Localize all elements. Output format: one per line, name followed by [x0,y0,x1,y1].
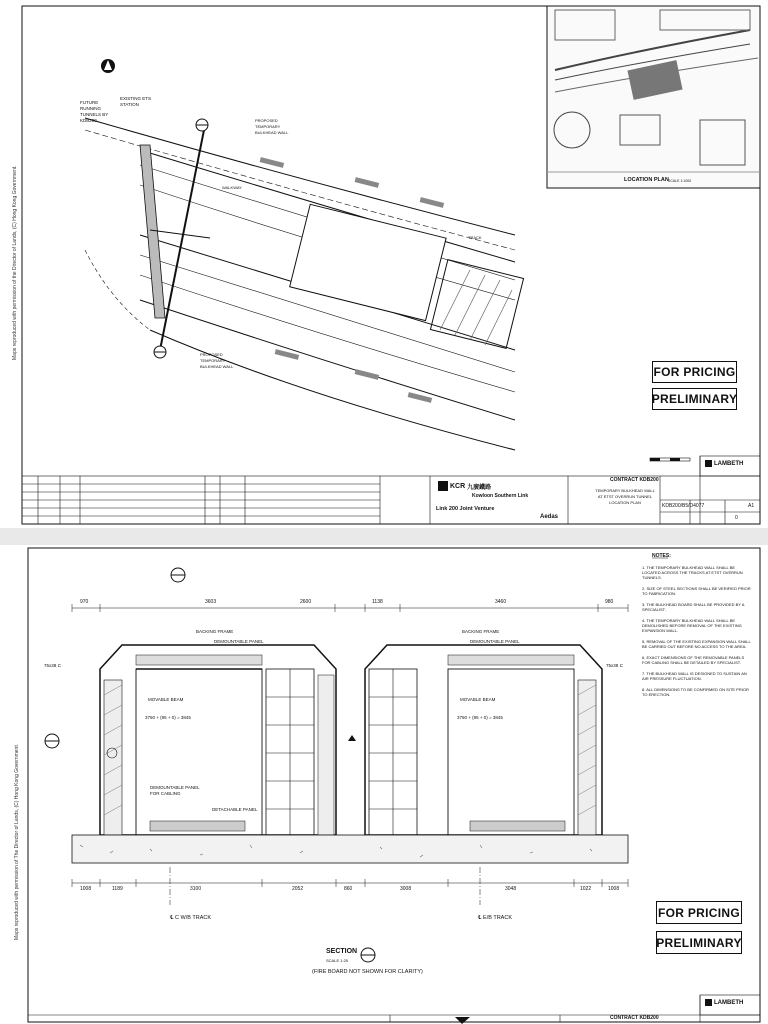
label-bulkhead-top: PROPOSED TEMPORARY BULKHEAD WALL [255,118,289,135]
note-item: 5. REMOVAL OF THE EXISTING EXPANSION WALL SHALL BE CARRIED OUT BEFORE NO ACCESS TO THE AREA. [642,639,751,649]
bulkhead-walls [140,125,210,350]
hatched-area [430,260,523,349]
copyright-note: Maps reproduced with permission of the Director of Lands, (C) Hong Kong Government. [12,165,18,360]
label-dim-left: 3750 + (95 + 0) = 3845 [145,715,191,720]
label-dim-right: 3750 + (95 + 0) = 3845 [457,715,503,720]
note-item: 2. SIZE OF STEEL SECTIONS SHALL BE VERIFIED PRIOR TO FABRICATION. [642,586,751,596]
dim-bottom: 1008 [80,886,92,892]
label-movable-beam-right: MOVABLE BEAM [460,697,496,702]
lambeth-logo-icon [705,460,712,467]
drawing-size: A1 [748,503,755,509]
dim-bottom: 3100 [190,886,202,892]
lambeth-logo: LAMBETH [705,460,743,467]
lambeth-logo-icon [705,999,712,1006]
label-member-left: 75x38 ⊏ [44,663,62,668]
section-title: SECTION [326,948,358,955]
arrow-icon [348,735,356,741]
drawing-number: KDB200/B5/D4077 [662,503,705,509]
stamp-for-pricing-2: FOR PRICING [656,901,742,924]
scale-bar [650,458,690,461]
label-track-right: ℄ E/B TRACK [478,915,512,921]
location-plan-inset [547,6,760,188]
label-removable-cabling: DEMOUNTABLE PANEL FOR CABLING [150,785,200,796]
note-item: 4. THE TEMPORARY BULKHEAD WALL SHALL BE DEMOLISHED BEFORE REMOVAL OF THE EXISTING EXPANSION WALL. [642,618,742,633]
page-gap [0,528,768,545]
note-item: 3. THE BULKHEAD BOARD SHALL BE PROVIDED BY A SPECIALIST. [642,602,745,612]
stamp-preliminary: PRELIMINARY [652,388,737,410]
contract-no: CONTRACT KDB200 [610,477,659,483]
label-walkway: WALKWAY [222,185,242,190]
label-movable-beam-left: MOVABLE BEAM [148,697,184,702]
label-track: TRACK [468,235,482,240]
drawing-title: TEMPORARY BULKHEAD WALL AT ETST OVERRUN TUNNEL LOCATION PLAN [595,488,655,505]
dim-top: 970 [80,599,89,605]
drawing-revision: 0 [735,515,738,521]
top-dimension-lines [72,604,628,612]
label-member-right: 75x38 ⊏ [606,663,624,668]
dim-top: 3460 [495,599,507,605]
stamp-for-pricing: FOR PRICING [652,361,737,383]
label-backing-frame-left: BACKING FRAME [196,629,234,634]
label-existing-station: EXISTING ETS STATION [120,96,152,107]
label-detachable: DETACHABLE PANEL [212,807,258,812]
dim-bottom: 3048 [505,886,517,892]
kcr-mark-icon [455,1017,470,1024]
note-item: 6. EXACT DIMENSIONS OF THE REMOVABLE PANELS FOR CABLING SHALL BE DETAILED BY SPECIALIST. [642,655,745,665]
label-future-tunnels: FUTURE RUNNING TUNNELS BY KDB200 [80,100,109,123]
dim-bottom: 1008 [608,886,620,892]
label-bulkhead-bottom: PROPOSED TEMPORARY BULKHEAD WALL [200,352,234,369]
dim-top: 1138 [372,599,383,605]
dim-top: 2600 [300,599,312,605]
notes-title: NOTES: [652,553,671,559]
north-arrow-icon [101,59,115,73]
dim-bottom: 1189 [112,886,123,892]
fire-board-note: (FIRE BOARD NOT SHOWN FOR CLARITY) [312,969,423,975]
label-backing-frame-right: BACKING FRAME [462,629,500,634]
location-plan-title: LOCATION PLAN [624,177,669,183]
note-item: 1. THE TEMPORARY BULKHEAD WALL SHALL BE LOCATED ACROSS THE TRACKS AT ETST OVERRUN TUNNELS. [642,565,743,580]
lambeth-logo-2: LAMBETH [705,999,743,1006]
label-demountable-right: DEMOUNTABLE PANEL [470,639,520,644]
note-item: 8. ALL DIMENSIONS TO BE CONFIRMED ON SITE PRIOR TO ERECTION. [642,687,749,697]
right-bay [365,645,602,835]
copyright-note-2: Maps reproduced with permission of The Director of Lands, (C) Hong Kong Government. [14,743,20,940]
contract-no-2: CONTRACT KDB200 [610,1015,659,1021]
dim-top: 3603 [205,599,217,605]
dim-top: 980 [605,599,614,605]
aedas-name: Aedas [540,514,559,520]
label-track-left: ℄ C W/B TRACK [170,915,212,921]
notes-list [642,565,752,703]
joint-venture-name: Link 200 Joint Venture [436,506,495,512]
dim-bottom: 860 [344,886,353,892]
dim-bottom: 1022 [580,886,592,892]
ground-slab [72,835,628,863]
location-plan-scale: SCALE 1:1000 [668,179,692,183]
note-item: 7. THE BULKHEAD WALL IS DESIGNED TO SUSTAIN AN AIR PRESSURE FLUCTUATION. [642,671,747,681]
section-scale: SCALE 1:25 [326,958,349,963]
project-name: Kowloon Southern Link [472,493,529,499]
stamp-preliminary-2: PRELIMINARY [656,931,742,954]
kcr-logo-icon [438,481,448,491]
dim-bottom: 2052 [292,886,304,892]
kcr-logo: KCR 九廣鐵路 [438,481,491,491]
dim-bottom: 3008 [400,886,412,892]
label-demountable-left: DEMOUNTABLE PANEL [214,639,264,644]
drawing-sheet-section [0,545,768,1024]
